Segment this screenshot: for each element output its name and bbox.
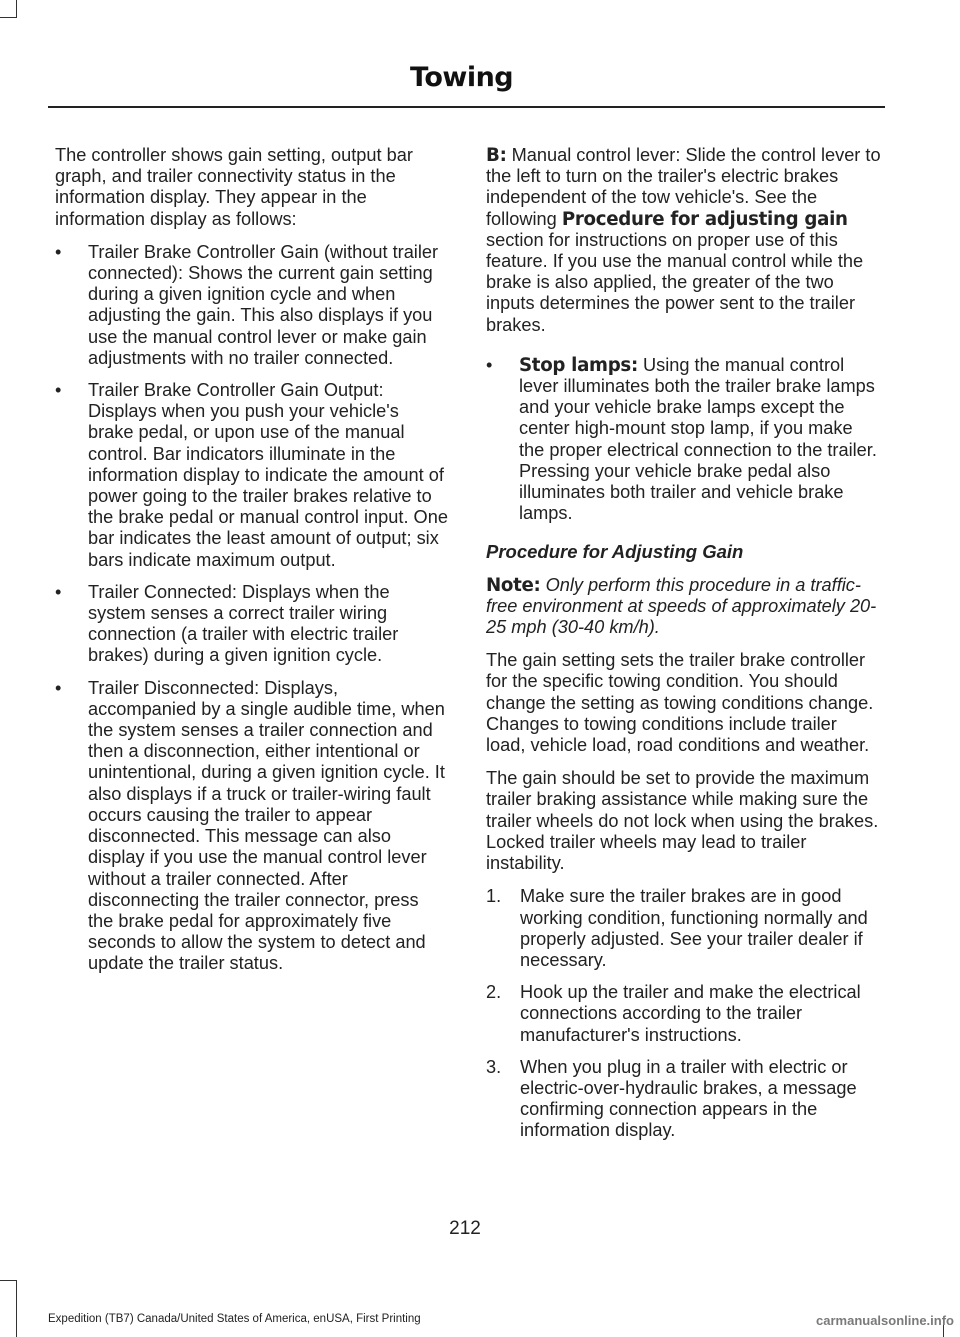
note-text: Only perform this procedure in a traffic-free environment at speeds of approximately 20-25 mph (30-40 km/h). (486, 574, 877, 638)
b-text-2: section for instructions on proper use of this feature. If you use the manual control while the brake is also applied, the greater of the two inputs determines the power sent to the trailer brakes. (486, 229, 864, 335)
bullet-mark: • (55, 581, 62, 602)
step-number: 2. (486, 982, 502, 1003)
crop-mark-bottom-left-v (16, 1280, 17, 1337)
step-number: 1. (486, 886, 502, 907)
header-rule (48, 106, 885, 108)
gain-setting-paragraph: The gain setting sets the trailer brake controller for the specific towing condition. You should change the setting as towing conditions change. Changes to towing conditions include trailer load, vehicle load, road conditions and weather. (486, 650, 874, 756)
step-text: When you plug in a trailer with electric or electric-over-hydraulic brakes, a message confirming connection appears in the information display. (520, 1056, 857, 1141)
section-heading: Procedure for Adjusting Gain (486, 541, 744, 563)
list-item (55, 242, 448, 369)
crop-mark-bottom-left-h (0, 1280, 17, 1281)
list-item-text (519, 355, 877, 523)
crop-mark-top-left-h (0, 17, 17, 18)
list-item (55, 582, 448, 667)
list-item-text: Trailer Connected: Displays when the system senses a correct trailer wiring connection (a trailer with electric trailer brakes) during a given ignition cycle. (88, 581, 399, 666)
crop-mark-top-left-v (16, 0, 17, 18)
step-item (486, 982, 881, 1046)
step-text: Make sure the trailer brakes are in good working condition, functioning normally and properly adjusted. See your trailer dealer if necessary. (520, 886, 868, 970)
note-label: Note: (486, 574, 541, 596)
step-number: 3. (486, 1056, 502, 1077)
list-item (486, 355, 881, 525)
step-text: Hook up the trailer and make the electrical connections according to the trailer manufacturer's instructions. (520, 982, 861, 1045)
manual-control-paragraph (486, 145, 881, 336)
procedure-link[interactable]: Procedure for adjusting gain (561, 208, 848, 230)
list-item-text: Trailer Brake Controller Gain Output: Displays when you push your vehicle's brake pedal, or upon use of the manual control. Bar indicators illuminate in the information display to indicate the amount of power going to the trailer brakes relative to the brake pedal or manual control input. One bar indicates the least amount of output; six bars indicate maximum output. (88, 380, 448, 570)
list-item (55, 380, 448, 571)
page-title: Towing (410, 62, 514, 93)
intro-paragraph: The controller shows gain setting, output bar graph, and trailer connectivity status in the information display. They appear in the information display as follows: (55, 145, 413, 229)
bullet-mark: • (486, 354, 493, 375)
watermark: carmanualsonline.info (816, 1313, 954, 1328)
note-paragraph (486, 575, 881, 639)
gain-paragraph: The gain should be set to provide the maximum trailer braking assistance while making sure the trailer wheels do not lock when using the brakes. Locked trailer wheels may lead to trailer instability. (486, 768, 879, 874)
bullet-mark: • (55, 241, 62, 262)
list-item (55, 678, 448, 975)
right-column (486, 145, 881, 1153)
step-item (486, 886, 881, 971)
b-text-1: Manual control lever: Slide the control lever to the left to turn on the trailer's electric brakes independent of the tow vehicle's. See the following (486, 145, 881, 229)
stop-lamps-text: Using the manual control lever illuminates both the trailer brake lamps and your vehicle brake lamps except the center high-mount stop lamp, if you make the proper electrical connection to the trailer. Pressing your vehicle brake pedal also illuminates both trailer and vehicle brake lamps. (519, 354, 877, 524)
stop-lamps-label: Stop lamps: (519, 354, 638, 376)
b-label: B: (486, 145, 507, 166)
left-column (55, 145, 448, 986)
list-item-text: Trailer Disconnected: Displays, accompanied by a single audible time, when the system senses a trailer connection and then a disconnection, either intentional or unintentional, during a given ignition cycle. It also displays if a truck or trailer-wiring fault occurs causing the trailer to appear disconnected. This message can also display if you use the manual control lever without a trailer connected. After disconnecting the trailer connector, press the brake pedal for approximately five seconds to allow the system to detect and update the trailer status. (88, 677, 445, 974)
page-number: 212 (449, 1218, 481, 1239)
footer-text: Expedition (TB7) Canada/United States of America, enUSA, First Printing (48, 1313, 421, 1325)
bullet-mark: • (55, 380, 62, 401)
bullet-mark: • (55, 677, 62, 698)
step-item (486, 1057, 881, 1142)
list-item-text: Trailer Brake Controller Gain (without trailer connected): Shows the current gain setting during a given ignition cycle and when adjusting the gain. This also displays if you use the manual control lever or make gain adjustments with no trailer connected. (88, 241, 439, 368)
